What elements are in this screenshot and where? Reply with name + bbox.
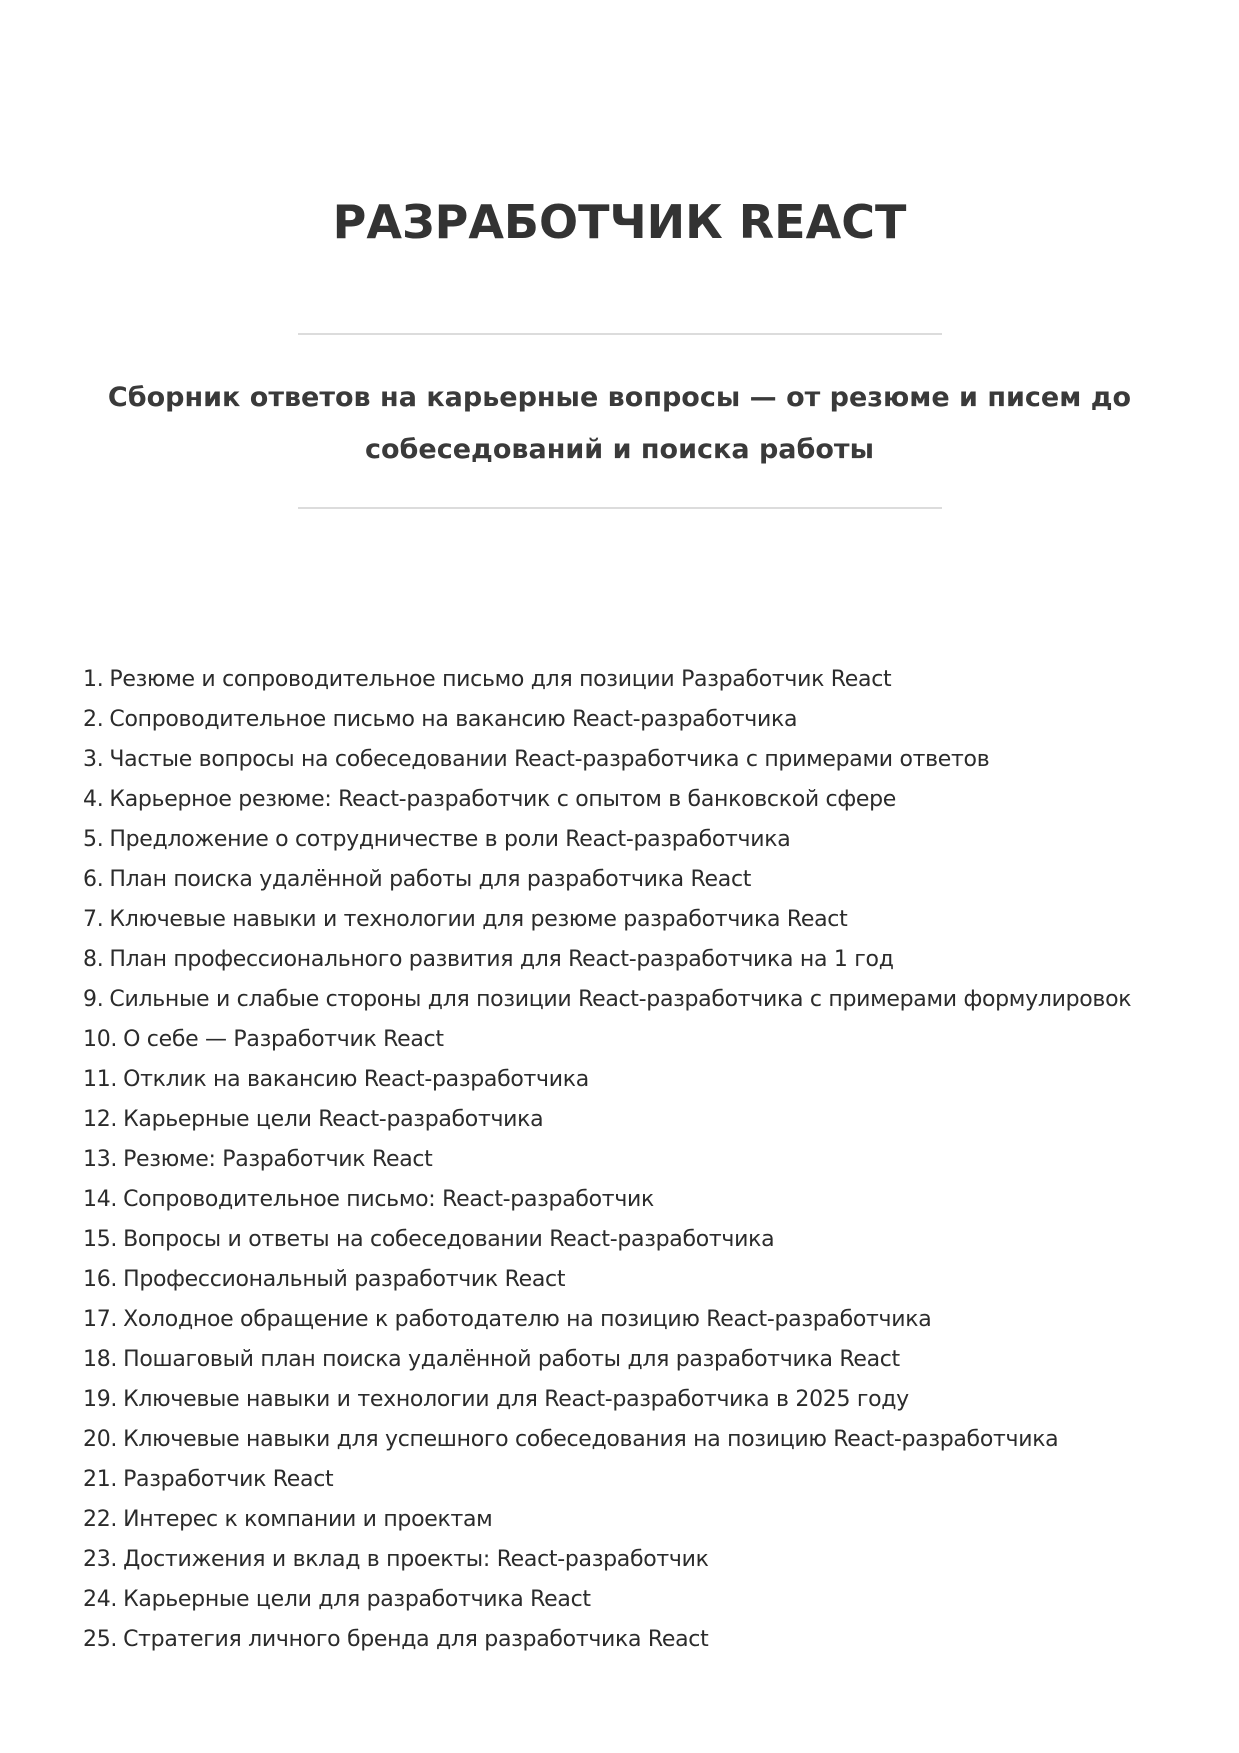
- toc-item: [83, 1060, 1131, 1100]
- toc-item-number: 22.: [83, 1507, 118, 1532]
- toc-item-number: 6.: [83, 867, 104, 892]
- toc-item: [83, 900, 1131, 940]
- toc-item: [83, 1460, 1131, 1500]
- toc-item-number: 19.: [83, 1387, 118, 1412]
- toc-item-number: 15.: [83, 1227, 118, 1252]
- toc-item-label: О себе — Разработчик React: [123, 1027, 444, 1052]
- toc-item-label: Холодное обращение к работодателю на позицию React-разработчика: [123, 1307, 932, 1332]
- toc-item-label: Сопроводительное письмо: React-разработчик: [123, 1187, 655, 1212]
- toc-item: [83, 1300, 1131, 1340]
- toc-item: [83, 1540, 1131, 1580]
- toc-item-label: Пошаговый план поиска удалённой работы для разработчика React: [123, 1347, 900, 1372]
- toc-item-label: Достижения и вклад в проекты: React-разработчик: [123, 1547, 709, 1572]
- toc-item-number: 16.: [83, 1267, 118, 1292]
- toc-item-number: 25.: [83, 1627, 118, 1652]
- toc-item-label: Профессиональный разработчик React: [123, 1267, 566, 1292]
- toc-item: [83, 1020, 1131, 1060]
- title-divider: [298, 333, 942, 335]
- toc-item-number: 10.: [83, 1027, 118, 1052]
- toc-item: [83, 1580, 1131, 1620]
- toc-item-label: Отклик на вакансию React-разработчика: [123, 1067, 589, 1092]
- toc-item-number: 9.: [83, 987, 104, 1012]
- toc-item: [83, 660, 1131, 700]
- toc-item: [83, 1380, 1131, 1420]
- toc-item-number: 17.: [83, 1307, 118, 1332]
- toc-item-number: 1.: [83, 667, 104, 692]
- toc-item-label: Резюме и сопроводительное письмо для позиции Разработчик React: [109, 667, 892, 692]
- toc-item: [83, 980, 1131, 1020]
- toc-item-label: План профессионального развития для React-разработчика на 1 год: [109, 947, 894, 972]
- toc-item: [83, 820, 1131, 860]
- toc-item: [83, 1180, 1131, 1220]
- toc-item: [83, 1140, 1131, 1180]
- toc-item: [83, 1420, 1131, 1460]
- toc-item-number: 2.: [83, 707, 104, 732]
- toc-item-label: Ключевые навыки и технологии для резюме разработчика React: [109, 907, 848, 932]
- toc-item: [83, 700, 1131, 740]
- page-subtitle: Сборник ответов на карьерные вопросы — от резюме и писем до собеседований и поиска работы: [107, 382, 1132, 465]
- toc-item-number: 5.: [83, 827, 104, 852]
- table-of-contents: [83, 660, 1131, 1660]
- toc-item: [83, 1620, 1131, 1660]
- toc-item-label: План поиска удалённой работы для разработчика React: [109, 867, 752, 892]
- toc-item-label: Сопроводительное письмо на вакансию React-разработчика: [109, 707, 798, 732]
- toc-item-number: 8.: [83, 947, 104, 972]
- toc-item-number: 7.: [83, 907, 104, 932]
- toc-item: [83, 780, 1131, 820]
- toc-item-number: 11.: [83, 1067, 118, 1092]
- toc-item-number: 23.: [83, 1547, 118, 1572]
- toc-item-label: Стратегия личного бренда для разработчика React: [123, 1627, 709, 1652]
- toc-item-label: Карьерное резюме: React-разработчик с опытом в банковской сфере: [109, 787, 896, 812]
- toc-item: [83, 740, 1131, 780]
- toc-item-number: 24.: [83, 1587, 118, 1612]
- toc-item-label: Сильные и слабые стороны для позиции React-разработчика с примерами формулировок: [109, 987, 1132, 1012]
- toc-item-label: Ключевые навыки и технологии для React-разработчика в 2025 году: [123, 1387, 909, 1412]
- toc-item: [83, 860, 1131, 900]
- toc-item-label: Карьерные цели для разработчика React: [123, 1587, 591, 1612]
- toc-item-label: Частые вопросы на собеседовании React-разработчика с примерами ответов: [109, 747, 990, 772]
- toc-item-label: Вопросы и ответы на собеседовании React-разработчика: [123, 1227, 775, 1252]
- toc-item-number: 13.: [83, 1147, 118, 1172]
- toc-item-number: 4.: [83, 787, 104, 812]
- toc-item: [83, 940, 1131, 980]
- toc-item-number: 20.: [83, 1427, 118, 1452]
- toc-item-label: Резюме: Разработчик React: [123, 1147, 433, 1172]
- toc-item-number: 21.: [83, 1467, 118, 1492]
- toc-item: [83, 1220, 1131, 1260]
- toc-item: [83, 1340, 1131, 1380]
- toc-item: [83, 1260, 1131, 1300]
- toc-item-label: Карьерные цели React-разработчика: [123, 1107, 544, 1132]
- toc-item-number: 3.: [83, 747, 104, 772]
- toc-item-label: Разработчик React: [123, 1467, 334, 1492]
- subtitle-divider: [298, 507, 942, 509]
- toc-item-label: Ключевые навыки для успешного собеседования на позицию React-разработчика: [123, 1427, 1059, 1452]
- toc-item-number: 18.: [83, 1347, 118, 1372]
- toc-item-label: Предложение о сотрудничестве в роли React-разработчика: [109, 827, 791, 852]
- toc-item: [83, 1500, 1131, 1540]
- page-title: РАЗРАБОТЧИК REACT: [332, 195, 907, 249]
- toc-item: [83, 1100, 1131, 1140]
- toc-item-number: 12.: [83, 1107, 118, 1132]
- toc-item-label: Интерес к компании и проектам: [123, 1507, 493, 1532]
- toc-item-number: 14.: [83, 1187, 118, 1212]
